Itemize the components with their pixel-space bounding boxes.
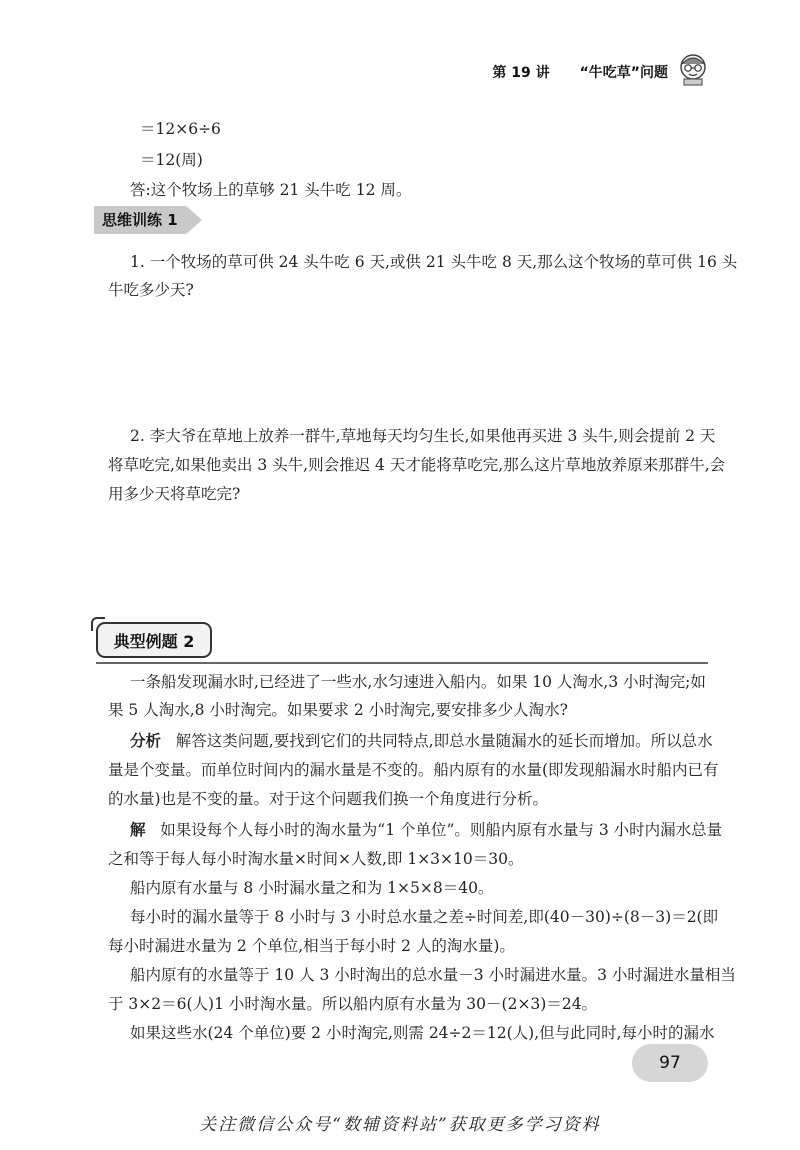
analysis-text-1: 解答这类问题,要找到它们的共同特点,即总水量随漏水的延长而增加。所以总水 [175,732,713,750]
equation-step-1: ＝12×6÷6 [140,120,221,138]
solution-line-3: 船内原有水量与 8 小时漏水量之和为 1×5×8＝40。 [130,879,494,897]
question-1-line-1: 1. 一个牧场的草可供 24 头牛吃 6 天,或供 21 头牛吃 8 天,那么这个牧场的草可供 16 头 [130,253,738,271]
solution-label: 解 [130,821,146,839]
training-label: 思维训练 1 [94,206,186,234]
solution-line-5: 每小时漏进水量为 2 个单位,相当于每小时 2 人的淘水量)。 [108,937,515,955]
equation-step-2: ＝12(周) [140,151,203,169]
question-1-line-2: 牛吃多少天? [108,281,194,299]
page-number: 97 [632,1044,708,1082]
tag-arrow-icon [186,206,202,234]
example-label: 典型例题 2 [113,631,195,651]
solution-line-4: 每小时的漏水量等于 8 小时与 3 小时总水量之差÷时间差,即(40－30)÷(8－3)＝2(即 [130,908,719,926]
running-header [492,62,668,82]
solution-line-1 [130,818,722,840]
mascot-icon [676,52,710,90]
question-2-line-1: 2. 李大爷在草地上放养一群牛,草地每天均匀生长,如果他再买进 3 头牛,则会提前 2 天 [130,427,716,445]
analysis-line-1 [130,729,713,751]
answer-text: 答:这个牧场上的草够 21 头牛吃 12 周。 [130,181,412,199]
lecture-title: “牛吃草”问题 [579,65,668,81]
analysis-line-3: 的水量)也是不变的量。对于这个问题我们换一个角度进行分析。 [108,790,549,808]
analysis-label: 分析 [130,732,162,750]
training-section-tag [94,206,202,234]
solution-line-2: 之和等于每人每小时淘水量×时间×人数,即 1×3×10＝30。 [108,850,524,868]
solution-line-8: 如果这些水(24 个单位)要 2 小时淘完,则需 24÷2＝12(人),但与此同时,每小时的漏水 [130,1024,715,1042]
solution-text-1: 如果设每个人每小时的淘水量为“1 个单位”。则船内原有水量与 3 小时内漏水总量 [160,821,723,839]
problem-line-2: 果 5 人淘水,8 小时淘完。如果要求 2 小时淘完,要安排多少人淘水? [108,701,568,719]
section-divider [96,662,708,664]
solution-line-7: 于 3×2＝6(人)1 小时淘水量。所以船内原有水量为 30－(2×3)＝24。 [108,995,598,1013]
problem-line-1: 一条船发现漏水时,已经进了一些水,水匀速进入船内。如果 10 人淘水,3 小时淘完;如 [130,673,706,691]
solution-line-6: 船内原有的水量等于 10 人 3 小时淘出的总水量－3 小时漏进水量。3 小时漏进水量相当 [130,966,736,984]
analysis-line-2: 量是个变量。而单位时间内的漏水量是不变的。船内原有的水量(即发现船漏水时船内已有 [108,761,719,779]
question-2-line-3: 用多少天将草吃完? [108,485,241,503]
question-2-line-2: 将草吃完,如果他卖出 3 头牛,则会推迟 4 天才能将草吃完,那么这片草地放养原来那群牛,会 [108,456,726,474]
example-section-tag [96,622,212,658]
lecture-number: 第 19 讲 [492,65,550,81]
footer-note: 关注微信公众号“数辅资料站”获取更多学习资料 [199,1115,601,1135]
